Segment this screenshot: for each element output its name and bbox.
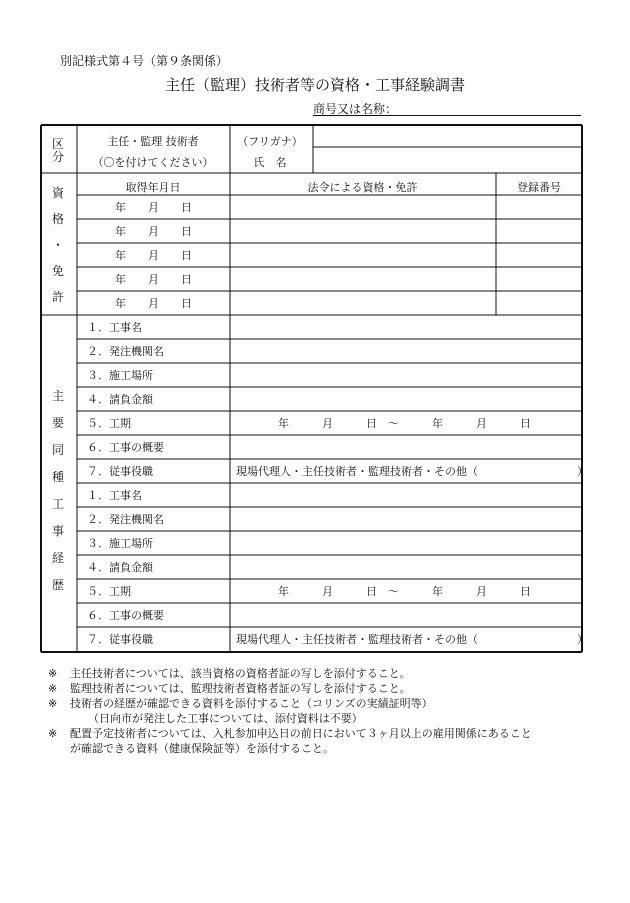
note-mark	[66, 711, 88, 726]
role-note: （〇を付けてください）	[92, 156, 214, 169]
note-mark	[48, 741, 70, 756]
role-label: 主任・監理 技術者	[107, 135, 199, 148]
section-label-char: 事	[51, 524, 64, 538]
note-item	[48, 726, 608, 741]
experience-item-label: ６．工事の概要	[87, 441, 164, 454]
note-text: 主任技術者については、該当資格の資格者証の写しを添付すること。	[70, 667, 411, 680]
role-options-field[interactable]: 現場代理人・主任技術者・監理技術者・その他（ ）	[236, 633, 588, 646]
section-label-char: 要	[51, 416, 64, 430]
experience-item-label: ５．工期	[87, 585, 131, 598]
section-label-char: ・	[51, 238, 64, 252]
note-item	[48, 681, 608, 696]
section-label-char: 同	[51, 443, 64, 457]
section-label-char: 主	[51, 389, 64, 403]
experience-item-label: １．工事名	[87, 489, 142, 502]
license-date-cell[interactable]: 年 月 日	[115, 297, 192, 310]
note-item	[48, 711, 608, 726]
section-label-char: 区	[51, 137, 64, 151]
form-reference: 別記様式第４号（第９条関係）	[60, 54, 229, 68]
section-label-char: 分	[51, 150, 64, 164]
note-mark: ※	[48, 682, 58, 695]
license-date-cell[interactable]: 年 月 日	[115, 225, 192, 238]
license-header-date: 取得年月日	[125, 181, 181, 194]
license-date-cell[interactable]: 年 月 日	[115, 249, 192, 262]
experience-input-field[interactable]	[231, 556, 581, 578]
construction-period-field[interactable]: 年 月 日 ～ 年 月 日	[278, 417, 531, 430]
note-mark: ※	[48, 697, 58, 710]
license-header-number: 登録番号	[517, 181, 561, 194]
experience-input-field[interactable]	[231, 436, 581, 458]
experience-item-label: １．工事名	[87, 321, 142, 334]
experience-item-label: ２．発注機関名	[87, 345, 164, 358]
license-date-cell[interactable]: 年 月 日	[115, 201, 192, 214]
section-label-char: 資	[51, 186, 64, 200]
experience-item-label: ４．請負金額	[87, 561, 153, 574]
note-item	[48, 696, 608, 711]
experience-item-label: ３．施工場所	[87, 537, 153, 550]
experience-input-field[interactable]	[231, 316, 581, 338]
experience-input-field[interactable]	[231, 484, 581, 506]
furigana-field[interactable]	[313, 126, 581, 146]
section-label-char: 種	[51, 470, 64, 484]
experience-item-label: ５．工期	[87, 417, 131, 430]
experience-item-label: ６．工事の概要	[87, 609, 164, 622]
note-text: が確認できる資料（健康保険証等）を添付すること。	[70, 742, 334, 755]
experience-input-field[interactable]	[231, 364, 581, 386]
note-mark: ※	[48, 667, 58, 680]
note-item	[48, 741, 608, 756]
vendor-name-line	[313, 115, 581, 116]
experience-input-field[interactable]	[231, 340, 581, 362]
experience-input-field[interactable]	[231, 388, 581, 410]
vendor-name-label: 商号又は名称：	[313, 102, 398, 116]
experience-item-label: ３．施工場所	[87, 369, 153, 382]
experience-item-label: ４．請負金額	[87, 393, 153, 406]
section-label-char: 工	[51, 497, 64, 511]
note-mark: ※	[48, 727, 58, 740]
experience-input-field[interactable]	[231, 508, 581, 530]
note-text: 監理技術者については、監理技術者資格者証の写しを添付すること。	[70, 682, 411, 695]
experience-item-label: ２．発注機関名	[87, 513, 164, 526]
section-label-char: 免	[51, 264, 64, 278]
construction-period-field[interactable]: 年 月 日 ～ 年 月 日	[278, 585, 531, 598]
experience-input-field[interactable]	[231, 604, 581, 626]
form-table	[40, 124, 588, 654]
note-text: 配置予定技術者については、入札参加申込日の前日において３ヶ月以上の雇用関係にあること	[70, 727, 532, 740]
note-text: （日向市が発注した工事については、添付資料は不要）	[88, 712, 363, 725]
section-label-char: 許	[51, 290, 64, 304]
role-options-field[interactable]: 現場代理人・主任技術者・監理技術者・その他（ ）	[236, 465, 588, 478]
section-label-char: 格	[51, 212, 64, 226]
experience-item-label: ７．従事役職	[87, 465, 153, 478]
experience-input-field[interactable]	[231, 532, 581, 554]
license-date-cell[interactable]: 年 月 日	[115, 273, 192, 286]
notes	[48, 666, 608, 756]
name-field[interactable]	[313, 149, 581, 170]
license-header-name: 法令による資格・免許	[307, 181, 418, 194]
page-title: 主任（監理）技術者等の資格・工事経験調書	[164, 76, 465, 94]
section-label-char: 歴	[51, 578, 64, 592]
section-label-char: 経	[51, 551, 64, 565]
furigana-label: （フリガナ）	[237, 135, 303, 148]
name-label: 氏 名	[253, 156, 287, 169]
note-item	[48, 666, 608, 681]
experience-item-label: ７．従事役職	[87, 633, 153, 646]
note-text: 技術者の経歴が確認できる資料を添付すること（コリンズの実績証明等）	[70, 697, 433, 710]
